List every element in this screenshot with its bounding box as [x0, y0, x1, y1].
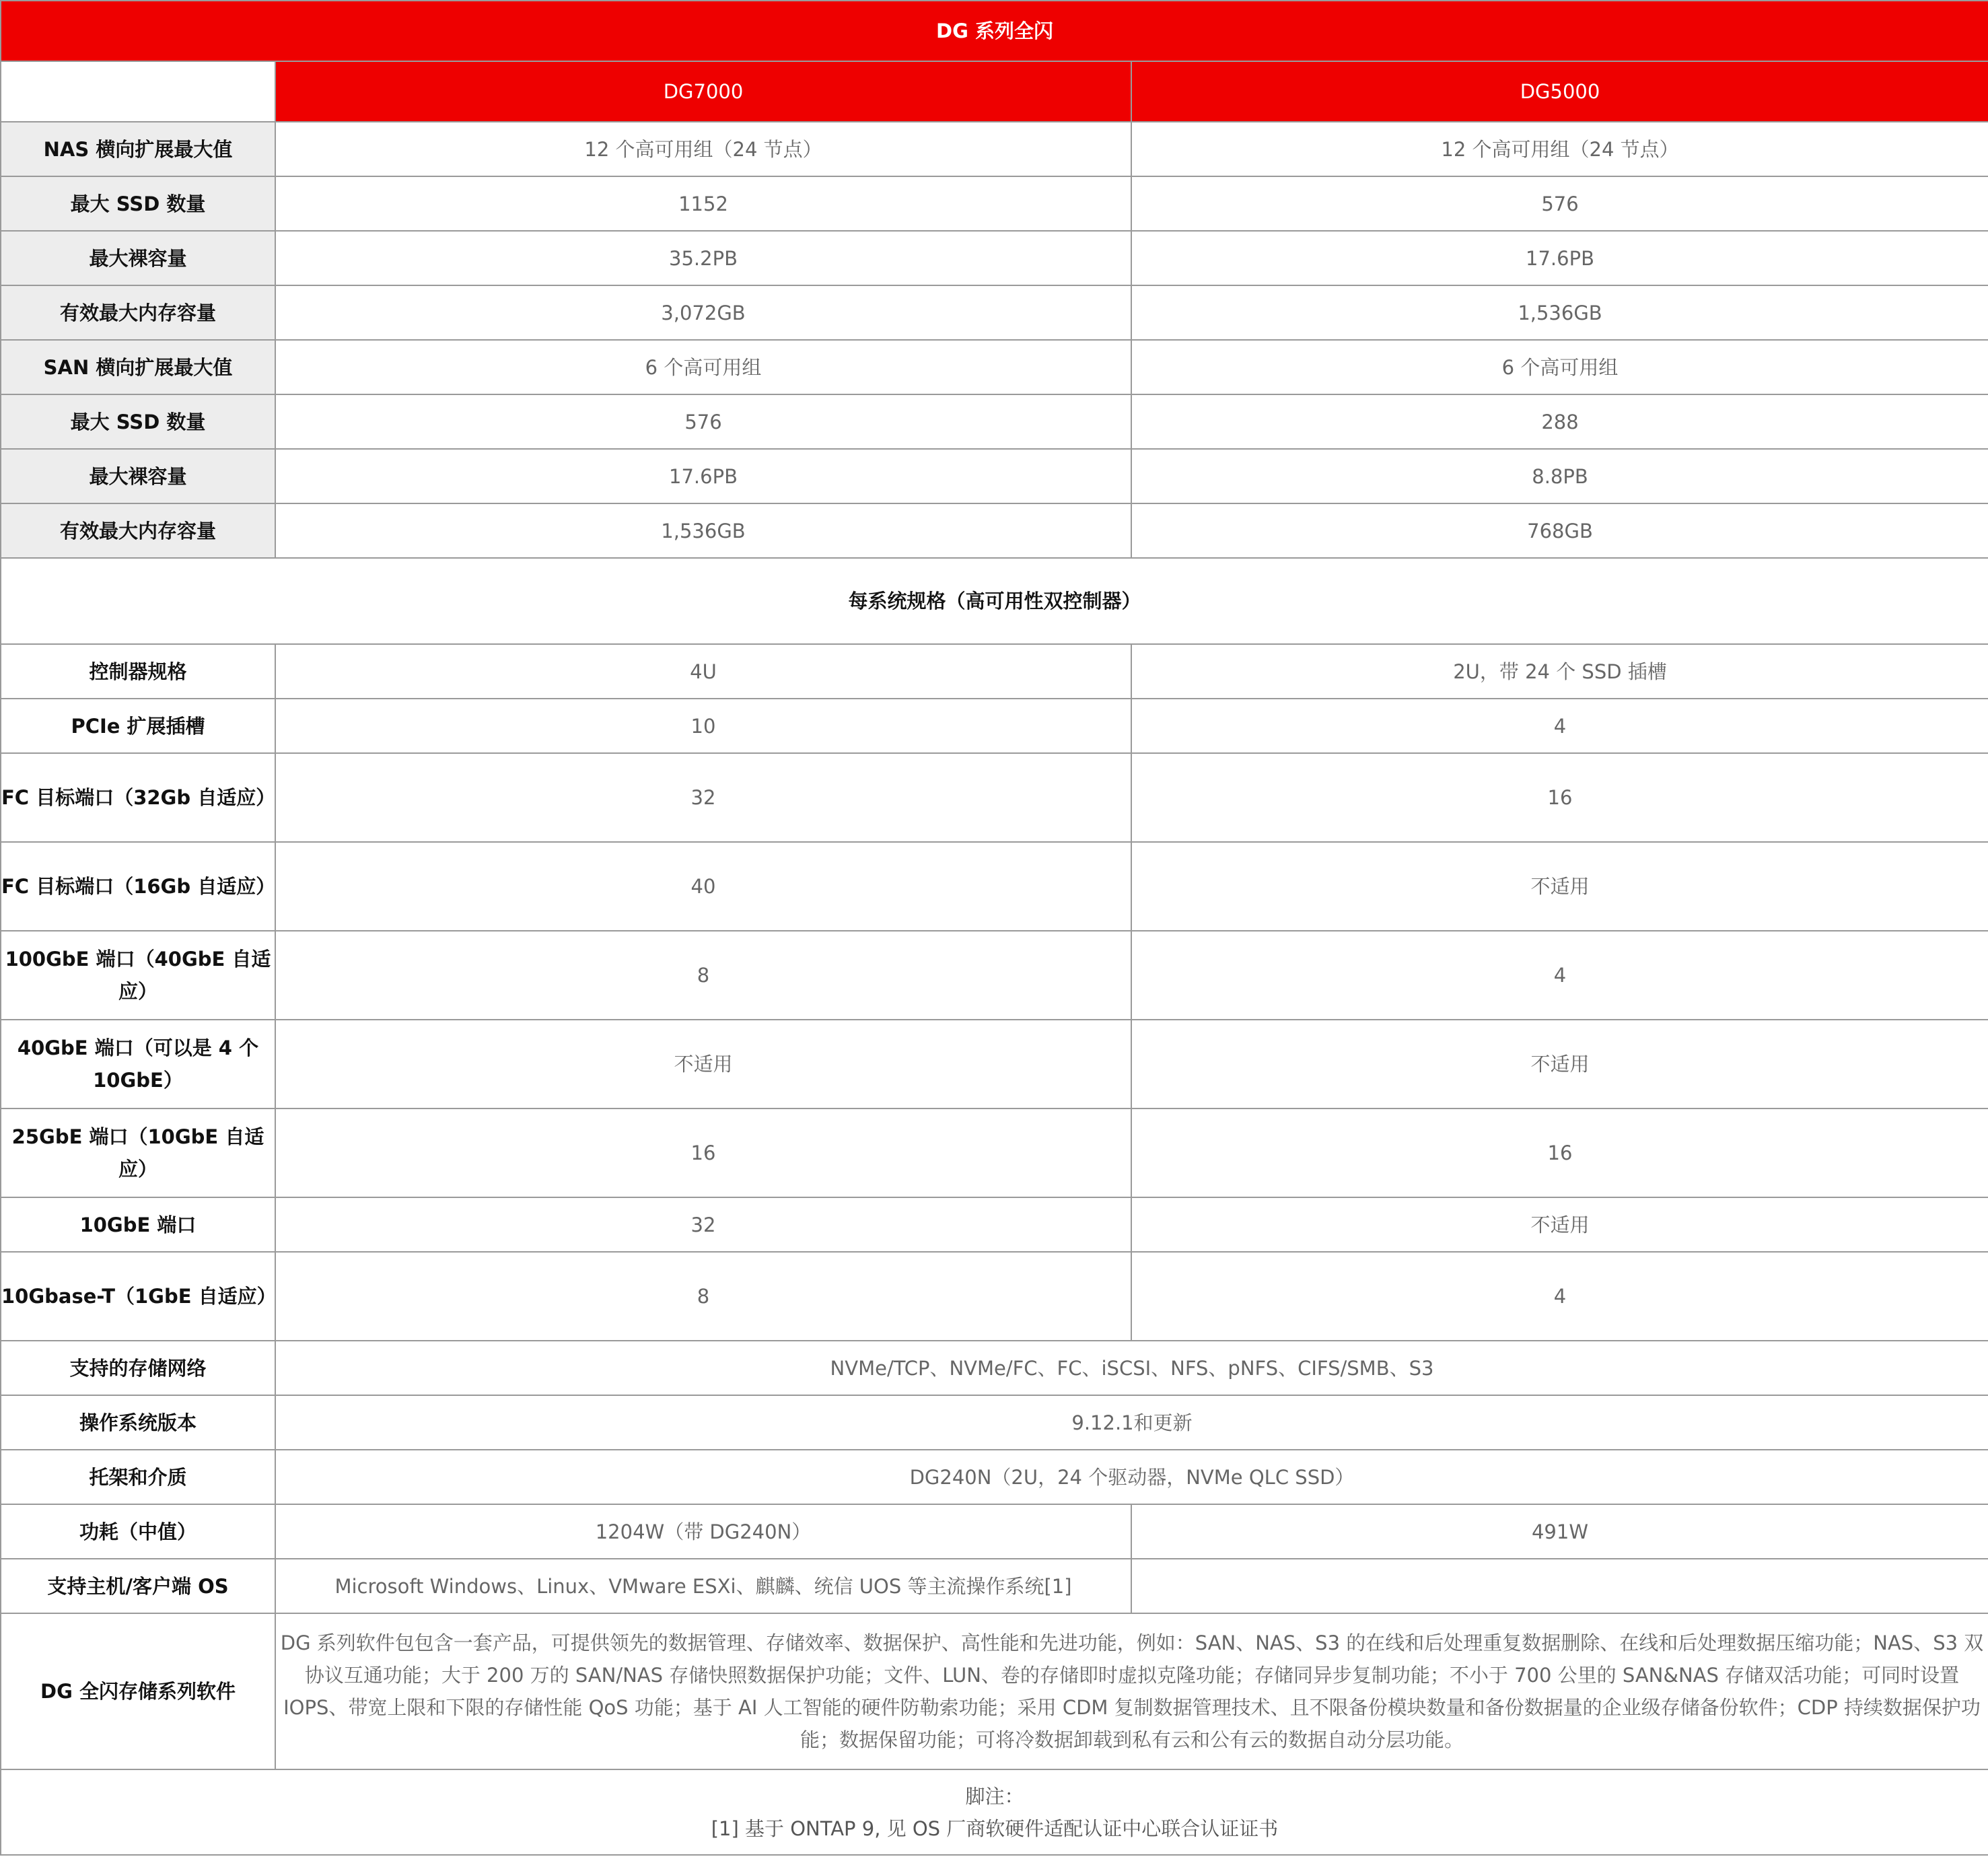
- dg5000-value: 4: [1131, 931, 1988, 1020]
- row-label: 10Gbase-T（1GbE 自适应）: [1, 1252, 275, 1341]
- dg5000-value: 16: [1131, 753, 1988, 842]
- table-row: [1, 340, 1988, 394]
- table-row: [1, 503, 1988, 558]
- dg7000-value: 17.6PB: [275, 449, 1131, 503]
- dg7000-value: 1152: [275, 176, 1131, 231]
- row-label: 支持主机/客户端 OS: [1, 1559, 275, 1613]
- table-row: [1, 176, 1988, 231]
- model-header-dg7000: DG7000: [275, 61, 1131, 122]
- row-label: FC 目标端口（32Gb 自适应）: [1, 753, 275, 842]
- dg5000-value: 768GB: [1131, 503, 1988, 558]
- dg5000-value: 12 个高可用组（24 节点）: [1131, 122, 1988, 176]
- table-row: [1, 644, 1988, 699]
- footnote: [1, 1769, 1988, 1855]
- dg5000-value: 不适用: [1131, 842, 1988, 931]
- dg7000-value: 不适用: [275, 1020, 1131, 1109]
- dg5000-value: 4: [1131, 1252, 1988, 1341]
- row-label: FC 目标端口（16Gb 自适应）: [1, 842, 275, 931]
- dg7000-value: 4U: [275, 644, 1131, 699]
- row-label: 控制器规格: [1, 644, 275, 699]
- dg7000-value: 32: [275, 1197, 1131, 1252]
- row-label: 有效最大内存容量: [1, 503, 275, 558]
- table-row: [1, 1020, 1988, 1109]
- row-label: 支持的存储网络: [1, 1341, 275, 1395]
- row-label: SAN 横向扩展最大值: [1, 340, 275, 394]
- dg7000-value: 35.2PB: [275, 231, 1131, 285]
- dg7000-value: 16: [275, 1109, 1131, 1197]
- footnote-heading: 脚注：: [965, 1784, 1024, 1808]
- corner-cell: [1, 61, 275, 122]
- dg7000-value: 1,536GB: [275, 503, 1131, 558]
- dg5000-value: [1131, 1559, 1988, 1613]
- row-label: 托架和介质: [1, 1450, 275, 1504]
- dg5000-value: 不适用: [1131, 1020, 1988, 1109]
- dg5000-value: 1,536GB: [1131, 285, 1988, 340]
- table-row: [1, 1613, 1988, 1769]
- table-row: [1, 1559, 1988, 1613]
- table-row: [1, 394, 1988, 449]
- table-row: [1, 699, 1988, 753]
- row-label: 操作系统版本: [1, 1395, 275, 1450]
- dg7000-value: 8: [275, 931, 1131, 1020]
- dg7000-value: 3,072GB: [275, 285, 1131, 340]
- section-title: 每系统规格（高可用性双控制器）: [1, 558, 1988, 644]
- software-description: DG 系列软件包包含一套产品，可提供领先的数据管理、存储效率、数据保护、高性能和先进功能，例如：SAN、NAS、S3 的在线和后处理重复数据删除、在线和后处理数据压缩功能；NAS、S3 双协议互通功能；大于 200 万的 SAN/NAS 存储快照数据保护功能；文件、LUN、卷的存储即时虚拟克隆功能；存储同异步复制功能；不小于 700 公里的 SAN&NAS 存储双活功能；可同时设置 IOPS、带宽上限和下限的存储性能 QoS 功能；基于 AI 人工智能的硬件防勒索功能；采用 CDM 复制数据管理技术、且不限备份模块数量和备份数据量的企业级存储备份软件；CDP 持续数据保护功能；数据保留功能；可将冷数据卸载到私有云和公有云的数据自动分层功能。: [275, 1613, 1988, 1769]
- row-label: 有效最大内存容量: [1, 285, 275, 340]
- row-label: PCIe 扩展插槽: [1, 699, 275, 753]
- row-label: 100GbE 端口（40GbE 自适应）: [1, 931, 275, 1020]
- row-label: 25GbE 端口（10GbE 自适应）: [1, 1109, 275, 1197]
- shared-value: DG240N（2U，24 个驱动器，NVMe QLC SSD）: [275, 1450, 1988, 1504]
- table-row: [1, 1197, 1988, 1252]
- dg5000-value: 4: [1131, 699, 1988, 753]
- table-row: [1, 1341, 1988, 1395]
- table-row: [1, 1504, 1988, 1559]
- table-row: [1, 449, 1988, 503]
- dg5000-value: 不适用: [1131, 1197, 1988, 1252]
- table-row: [1, 122, 1988, 176]
- row-label: 最大 SSD 数量: [1, 176, 275, 231]
- table-row: [1, 842, 1988, 931]
- dg5000-value: 2U，带 24 个 SSD 插槽: [1131, 644, 1988, 699]
- table-row: [1, 285, 1988, 340]
- dg5000-value: 491W: [1131, 1504, 1988, 1559]
- dg7000-value: 1204W（带 DG240N）: [275, 1504, 1131, 1559]
- shared-value: NVMe/TCP、NVMe/FC、FC、iSCSI、NFS、pNFS、CIFS/SMB、S3: [275, 1341, 1988, 1395]
- table-row: [1, 1450, 1988, 1504]
- dg7000-value: 6 个高可用组: [275, 340, 1131, 394]
- table-row: [1, 931, 1988, 1020]
- footnote-text: [1] 基于 ONTAP 9, 见 OS 厂商软硬件适配认证中心联合认证证书: [711, 1817, 1279, 1840]
- dg7000-value: 8: [275, 1252, 1131, 1341]
- shared-value: 9.12.1和更新: [275, 1395, 1988, 1450]
- table-row: [1, 1252, 1988, 1341]
- row-label: 最大 SSD 数量: [1, 394, 275, 449]
- dg7000-value: 10: [275, 699, 1131, 753]
- table-title: DG 系列全闪: [1, 1, 1988, 61]
- dg7000-value: 40: [275, 842, 1131, 931]
- dg7000-value: 576: [275, 394, 1131, 449]
- dg7000-value: 32: [275, 753, 1131, 842]
- dg5000-value: 576: [1131, 176, 1988, 231]
- row-label: 最大裸容量: [1, 449, 275, 503]
- row-label: 10GbE 端口: [1, 1197, 275, 1252]
- table-row: [1, 1395, 1988, 1450]
- dg7000-value: Microsoft Windows、Linux、VMware ESXi、麒麟、统信 UOS 等主流操作系统[1]: [275, 1559, 1131, 1613]
- table-row: [1, 1109, 1988, 1197]
- row-label: NAS 横向扩展最大值: [1, 122, 275, 176]
- dg5000-value: 288: [1131, 394, 1988, 449]
- row-label: 40GbE 端口（可以是 4 个 10GbE）: [1, 1020, 275, 1109]
- table-row: [1, 231, 1988, 285]
- row-label: 功耗（中值）: [1, 1504, 275, 1559]
- dg5000-value: 8.8PB: [1131, 449, 1988, 503]
- table-row: [1, 753, 1988, 842]
- model-header-dg5000: DG5000: [1131, 61, 1988, 122]
- dg7000-value: 12 个高可用组（24 节点）: [275, 122, 1131, 176]
- dg5000-value: 17.6PB: [1131, 231, 1988, 285]
- dg5000-value: 6 个高可用组: [1131, 340, 1988, 394]
- row-label: 最大裸容量: [1, 231, 275, 285]
- dg5000-value: 16: [1131, 1109, 1988, 1197]
- row-label: DG 全闪存储系列软件: [1, 1613, 275, 1769]
